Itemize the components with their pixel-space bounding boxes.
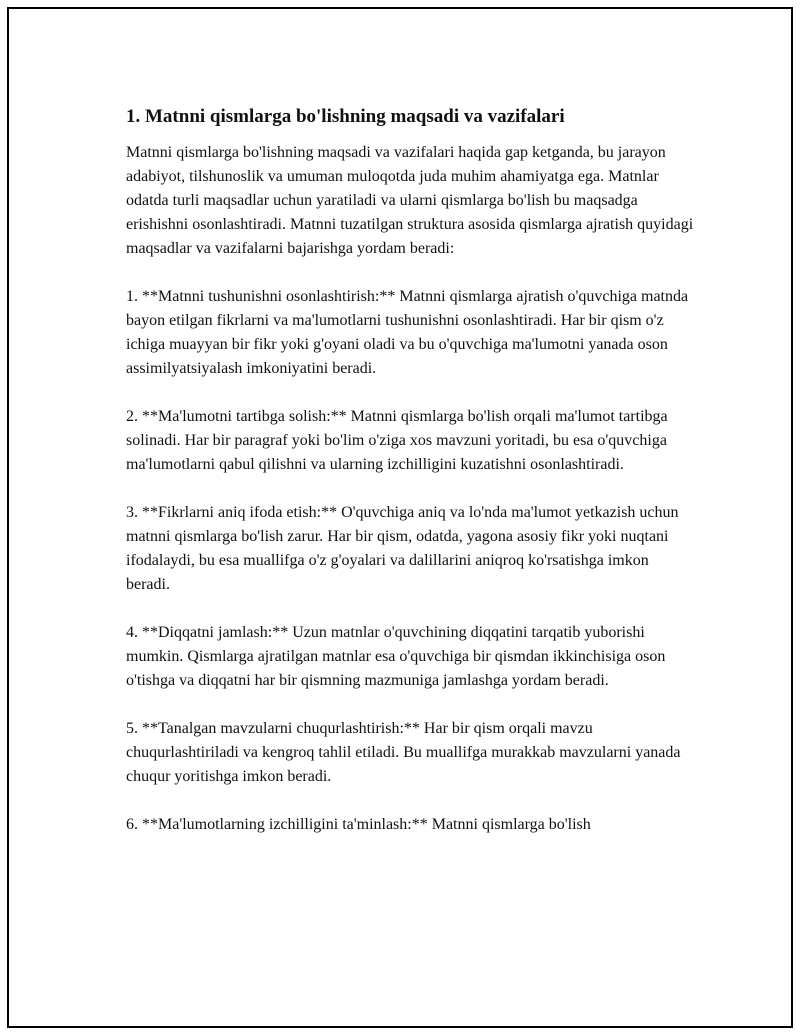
list-item-1: 1. **Matnni tushunishni osonlashtirish:** Matnni qismlarga ajratish o'quvchiga matnda bayon etilgan fikrlarni va ma'lumotlarni tushunishni osonlashtiradi. Har bir qism o'z ichiga muayyan bir fikr yoki g'oyani oladi va bu o'quvchiga ma'lumotni yanada oson assimilyatsiyalash imkoniyatini beradi.	[126, 288, 689, 377]
list-item-5: 5. **Tanalgan mavzularni chuqurlashtirish:** Har bir qism orqali mavzu chuqurlashtiriladi va kengroq tahlil etiladi. Bu muallifga murakkab mavzularni yanada chuqur yoritishga imkon beradi.	[126, 720, 681, 785]
list-item-3: 3. **Fikrlarni aniq ifoda etish:** O'quvchiga aniq va lo'nda ma'lumot yetkazish uchun matnni qismlarga bo'lish zarur. Har bir qism, odatda, yagona asosiy fikr yoki nuqtani ifodalaydi, bu esa muallifga o'z g'oyalari va dalillarini aniqroq ko'rsatishga imkon beradi.	[126, 504, 679, 593]
page-frame	[7, 7, 793, 1028]
document-body	[126, 105, 696, 861]
list-item-2: 2. **Ma'lumotni tartibga solish:** Matnni qismlarga bo'lish orqali ma'lumot tartibga solinadi. Har bir paragraf yoki bo'lim o'ziga xos mavzuni yoritadi, bu esa o'quvchiga ma'lumotlarni qabul qilishni va ularning izchilligini kuzatishni osonlashtiradi.	[126, 408, 668, 473]
list-item-4: 4. **Diqqatni jamlash:** Uzun matnlar o'quvchining diqqatini tarqatib yuborishi mumkin. Qismlarga ajratilgan matnlar esa o'quvchiga bir qismdan ikkinchisiga oson o'tishga va diqqatni har bir qismning mazmuniga jamlashga yordam beradi.	[126, 624, 666, 689]
intro-paragraph: Matnni qismlarga bo'lishning maqsadi va vazifalari haqida gap ketganda, bu jarayon adabiyot, tilshunoslik va umuman muloqotda juda muhim ahamiyatga ega. Matnlar odatda turli maqsadlar uchun yaratiladi va ularni qismlarga bo'lish bu maqsadga erishishni osonlashtiradi. Matnni tuzatilgan struktura asosida qismlarga ajratish quyidagi maqsadlar va vazifalarni bajarishga yordam beradi:	[126, 144, 694, 257]
list-item-6: 6. **Ma'lumotlarning izchilligini ta'minlash:** Matnni qismlarga bo'lish	[126, 816, 591, 833]
section-heading: 1. Matnni qismlarga bo'lishning maqsadi va vazifalari	[126, 106, 565, 127]
